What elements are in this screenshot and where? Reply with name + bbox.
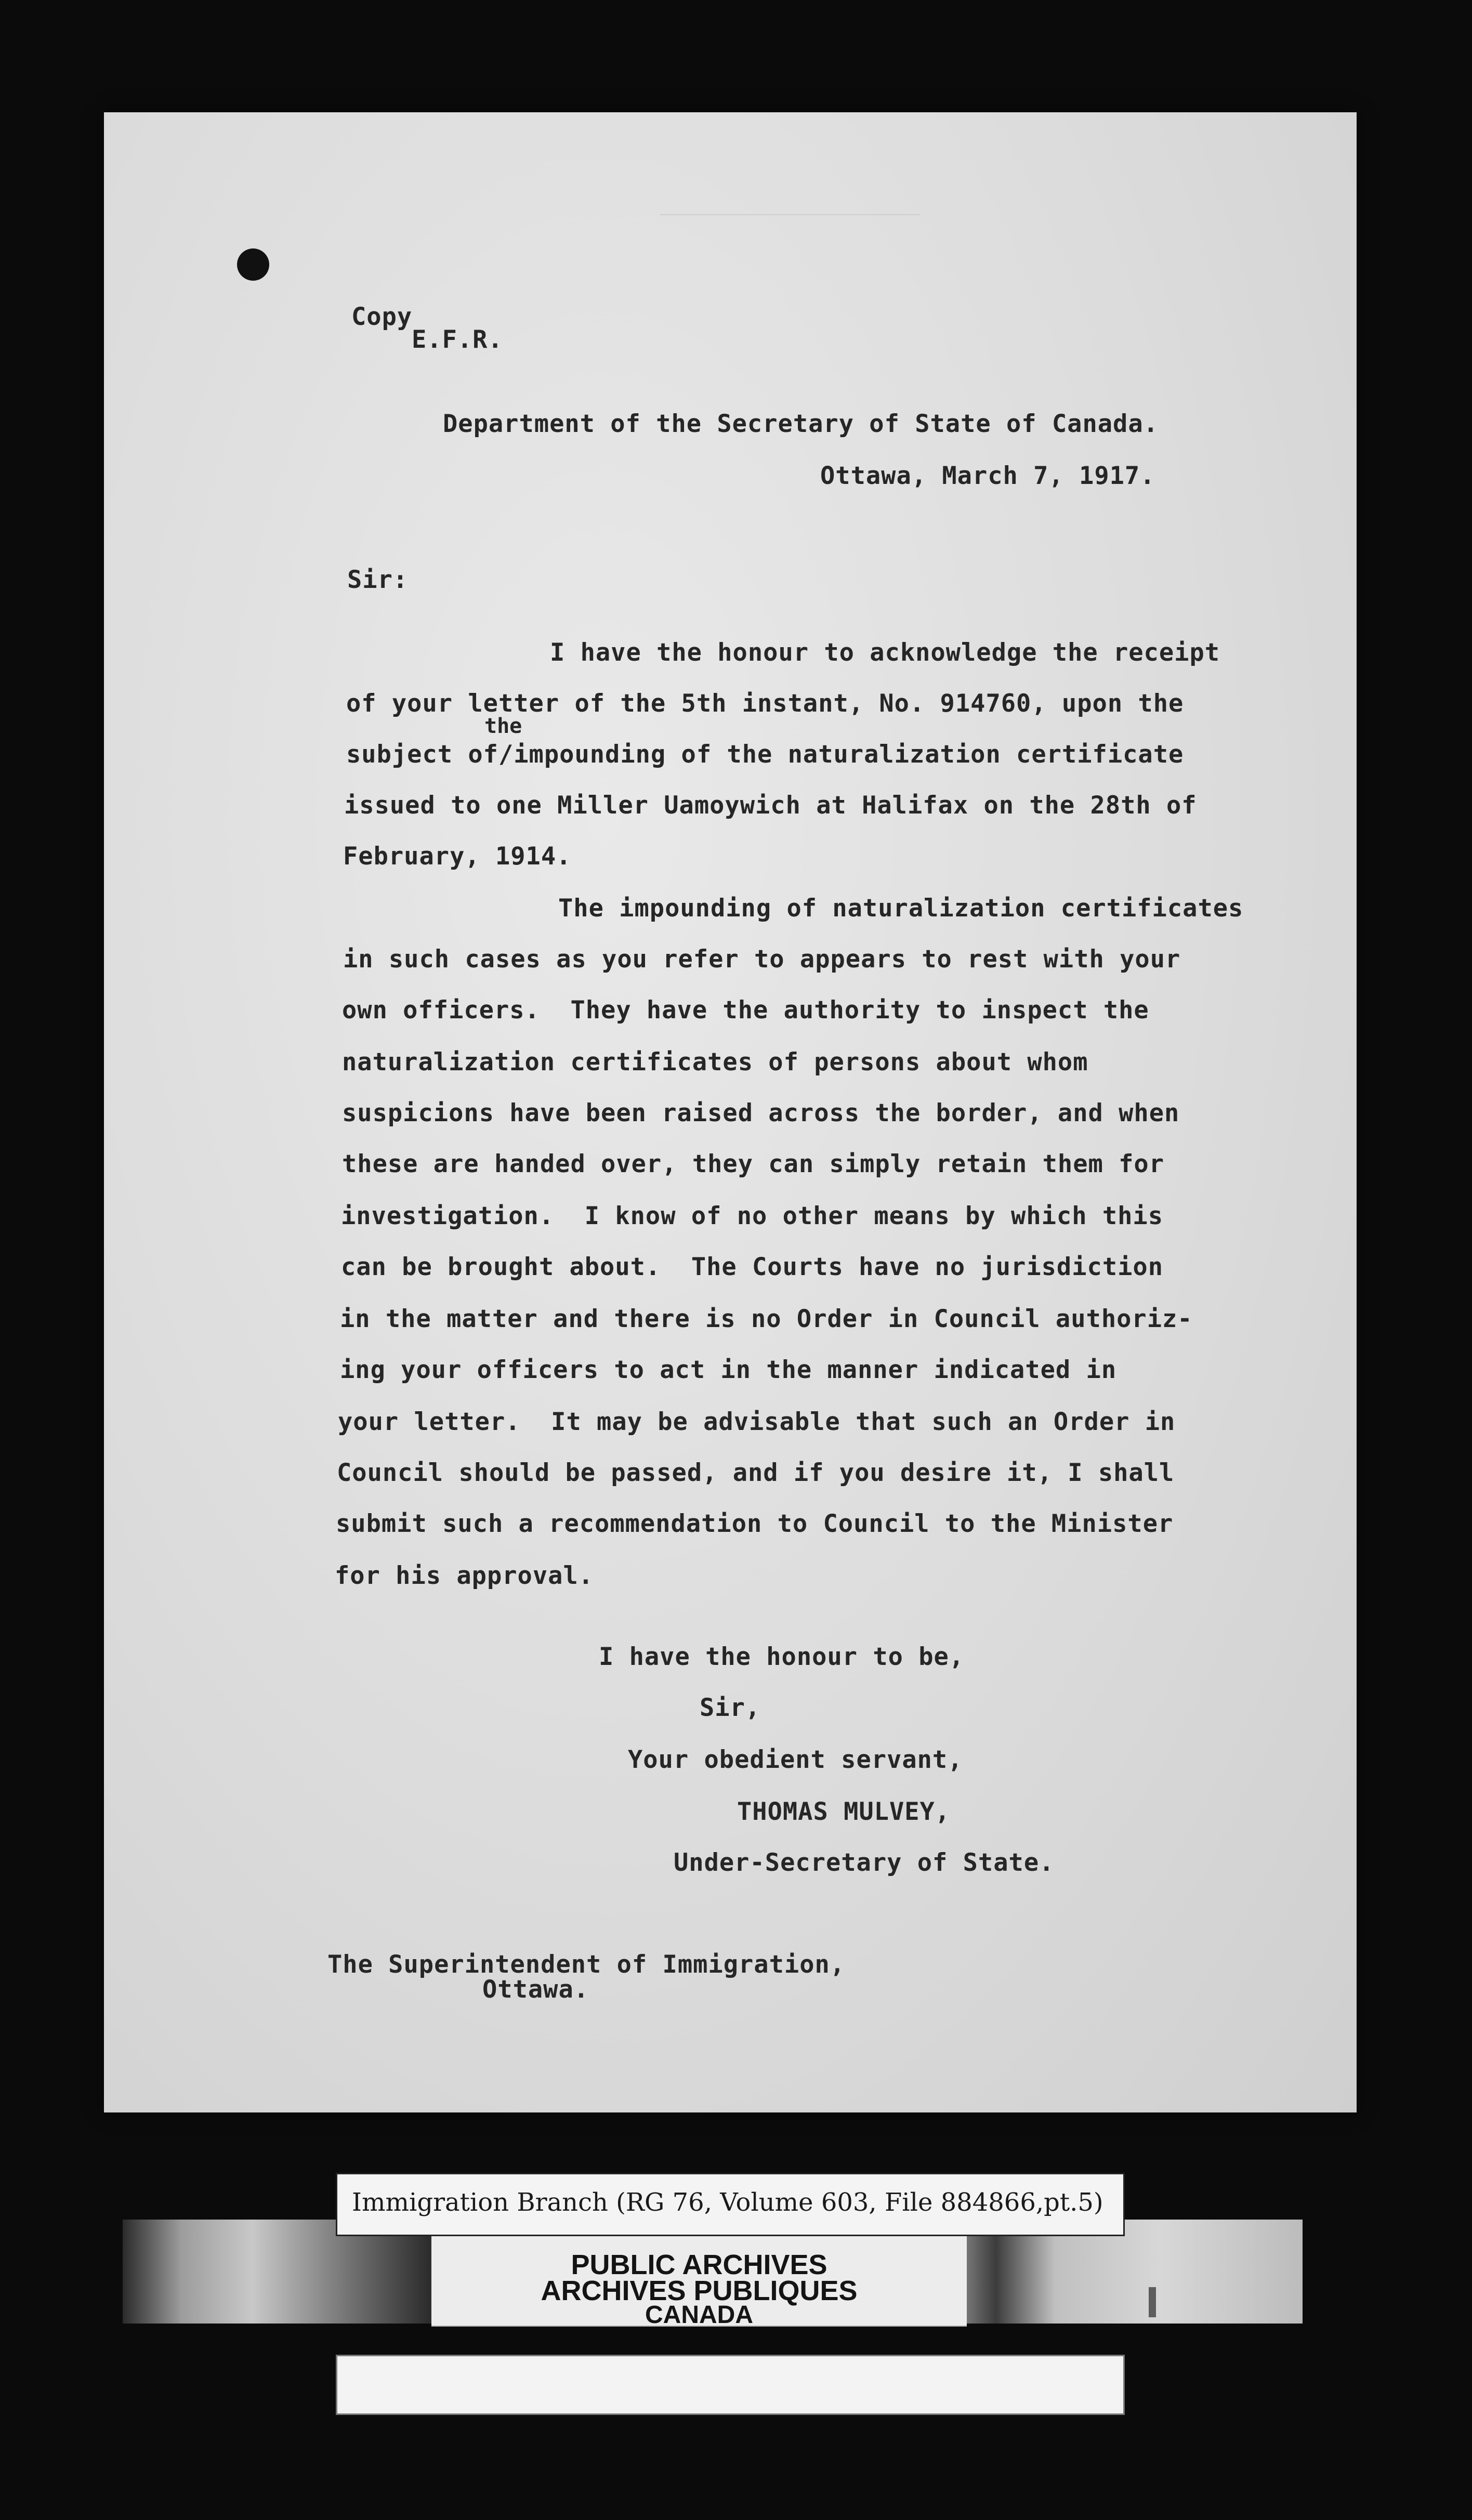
body-line: investigation. I know of no other means by which this <box>341 1202 1164 1230</box>
punch-hole <box>237 248 269 281</box>
interlinear-insert: the <box>484 714 522 738</box>
body-line: submit such a recommendation to Council to the Minister <box>336 1510 1174 1538</box>
signatory-title: Under-Secretary of State. <box>674 1848 1055 1877</box>
body-line: naturalization certificates of persons about whom <box>342 1048 1088 1077</box>
addressee-city: Ottawa. <box>482 1975 589 2004</box>
body-line: own officers. They have the authority to inspect the <box>342 996 1149 1025</box>
closing-line: I have the honour to be, <box>599 1643 965 1671</box>
closing-sir: Sir, <box>700 1694 761 1722</box>
stamp-line-1: PUBLIC ARCHIVES <box>571 2249 827 2280</box>
body-line: your letter. It may be advisable that such an Order in <box>338 1408 1176 1436</box>
addressee-line: The Superintendent of Immigration, <box>327 1950 846 1979</box>
archive-stamp <box>431 2226 967 2327</box>
body-line: issued to one Miller Uamoywich at Halifax on the 28th of <box>344 791 1197 820</box>
body-line: Council should be passed, and if you desire it, I shall <box>337 1459 1175 1487</box>
archive-mark <box>1149 2287 1156 2317</box>
body-line: can be brought about. The Courts have no jurisdiction <box>341 1253 1164 1281</box>
department-heading: Department of the Secretary of State of Canada. <box>443 410 1159 438</box>
place-date: Ottawa, March 7, 1917. <box>820 462 1155 490</box>
body-line: The impounding of naturalization certificates <box>558 894 1244 923</box>
copy-label: Copy <box>351 303 413 331</box>
stamp-line-2: ARCHIVES PUBLIQUES <box>541 2275 858 2306</box>
body-line: for his approval. <box>335 1561 594 1590</box>
archive-reference-label <box>336 2173 1125 2236</box>
stamp-line-3: CANADA <box>645 2301 753 2329</box>
faint-rule <box>660 214 920 215</box>
body-line: in the matter and there is no Order in Council authoriz- <box>340 1305 1193 1333</box>
body-line: February, 1914. <box>343 842 572 871</box>
blank-label-strip <box>336 2355 1125 2415</box>
initials: E.F.R. <box>412 325 503 354</box>
body-line: these are handed over, they can simply retain them for <box>342 1150 1165 1178</box>
body-line: ing your officers to act in the manner indicated in <box>340 1356 1117 1384</box>
body-line: suspicions have been raised across the border, and when <box>342 1099 1180 1127</box>
signatory-name: THOMAS MULVEY, <box>737 1797 951 1826</box>
salutation: Sir: <box>347 566 409 594</box>
body-line: of your letter of the 5th instant, No. 914760, upon the <box>346 689 1184 718</box>
body-line: in such cases as you refer to appears to rest with your <box>343 945 1181 974</box>
closing-servant: Your obedient servant, <box>628 1745 963 1774</box>
archive-reference: Immigration Branch (RG 76, Volume 603, File 884866,pt.5) <box>352 2188 1103 2217</box>
body-line: subject of/impounding of the naturalization certificate <box>346 740 1184 769</box>
body-line: I have the honour to acknowledge the receipt <box>550 638 1220 667</box>
